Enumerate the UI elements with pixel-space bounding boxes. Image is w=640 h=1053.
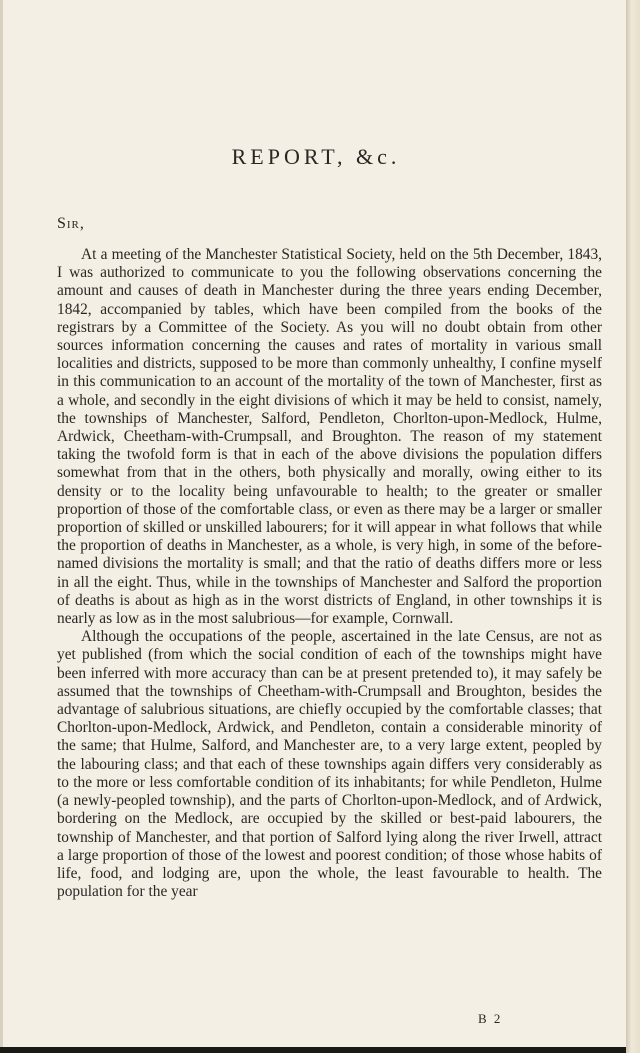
paragraph-1: At a meeting of the Manchester Statistical Society, held on the 5th December, 1843, I was authorized to communicate to you the following observations concerning the amount and causes of death in Manchester during the three years ending December, 1842, accompanied by tables, which have been compiled from the books of the registrars by a Committee of the Society. As you will no doubt obtain from other sources information concerning the causes and rates of mortality in various small localities and districts, supposed to be more than commonly unhealthy, I confine myself in this communication to an account of the mortality of the town of Manchester, first as a whole, and secondly in the eight divisions of which it may be held to consist, namely, the townships of Manchester, Salford, Pendleton, Chorlton-upon-Medlock, Hulme, Ardwick, Cheetham-with-Crumpsall, and Broughton. The reason of my statement taking the twofold form is that in each of the above divisions the population differs somewhat from that in the others, both physically and morally, owing either to its density or to the locality being unfavourable to health; to the greater or smaller proportion of those of the comfortable class, or even as there may be a larger or smaller proportion of skilled or unskilled labourers; for it will appear in what follows that while the proportion of deaths in Manchester, as a whole, is very high, in some of the before-named divisions the mortality is small; and that the ratio of deaths differs more or less in all the eight. Thus, while in the townships of Manchester and Salford the proportion of deaths is about as high as in the worst districts of England, in other townships it is nearly as low as in the most salubrious—for example, Cornwall. bbox=[57, 246, 602, 628]
signature-mark: B 2 bbox=[478, 1011, 503, 1026]
page-edge bbox=[626, 0, 640, 1053]
report-body bbox=[57, 230, 602, 901]
paragraph-2: Although the occupations of the people, ascertained in the late Census, are not as yet published (from which the social condition of each of the townships might have been inferred with more accuracy than can be at present pretended to), it may safely be assumed that the townships of Cheetham-with-Crumpsall and Broughton, besides the advantage of salubrious situations, are chiefly occupied by the comfortable classes; that Chorlton-upon-Medlock, Ardwick, and Pendleton, contain a considerable minority of the same; that Hulme, Salford, and Manchester are, to a very large extent, peopled by the labouring class; and that each of these townships again differs very considerably as to the more or less comfortable condition of its inhabitants; for while Pendleton, Hulme (a newly-peopled township), and the parts of Chorlton-upon-Medlock, and of Ardwick, bordering on the Medlock, are occupied by the skilled or best-paid labourers, the township of Manchester, and that portion of Salford lying along the river Irwell, attract a large proportion of those of the lowest and poorest condition; of those whose habits of life, food, and lodging are, upon the whole, the least favourable to health. The population for the year bbox=[57, 628, 602, 901]
page-title: REPORT, &c. bbox=[231, 144, 401, 169]
salutation: Sir, bbox=[57, 215, 85, 232]
page-bottom-edge bbox=[0, 1047, 626, 1053]
